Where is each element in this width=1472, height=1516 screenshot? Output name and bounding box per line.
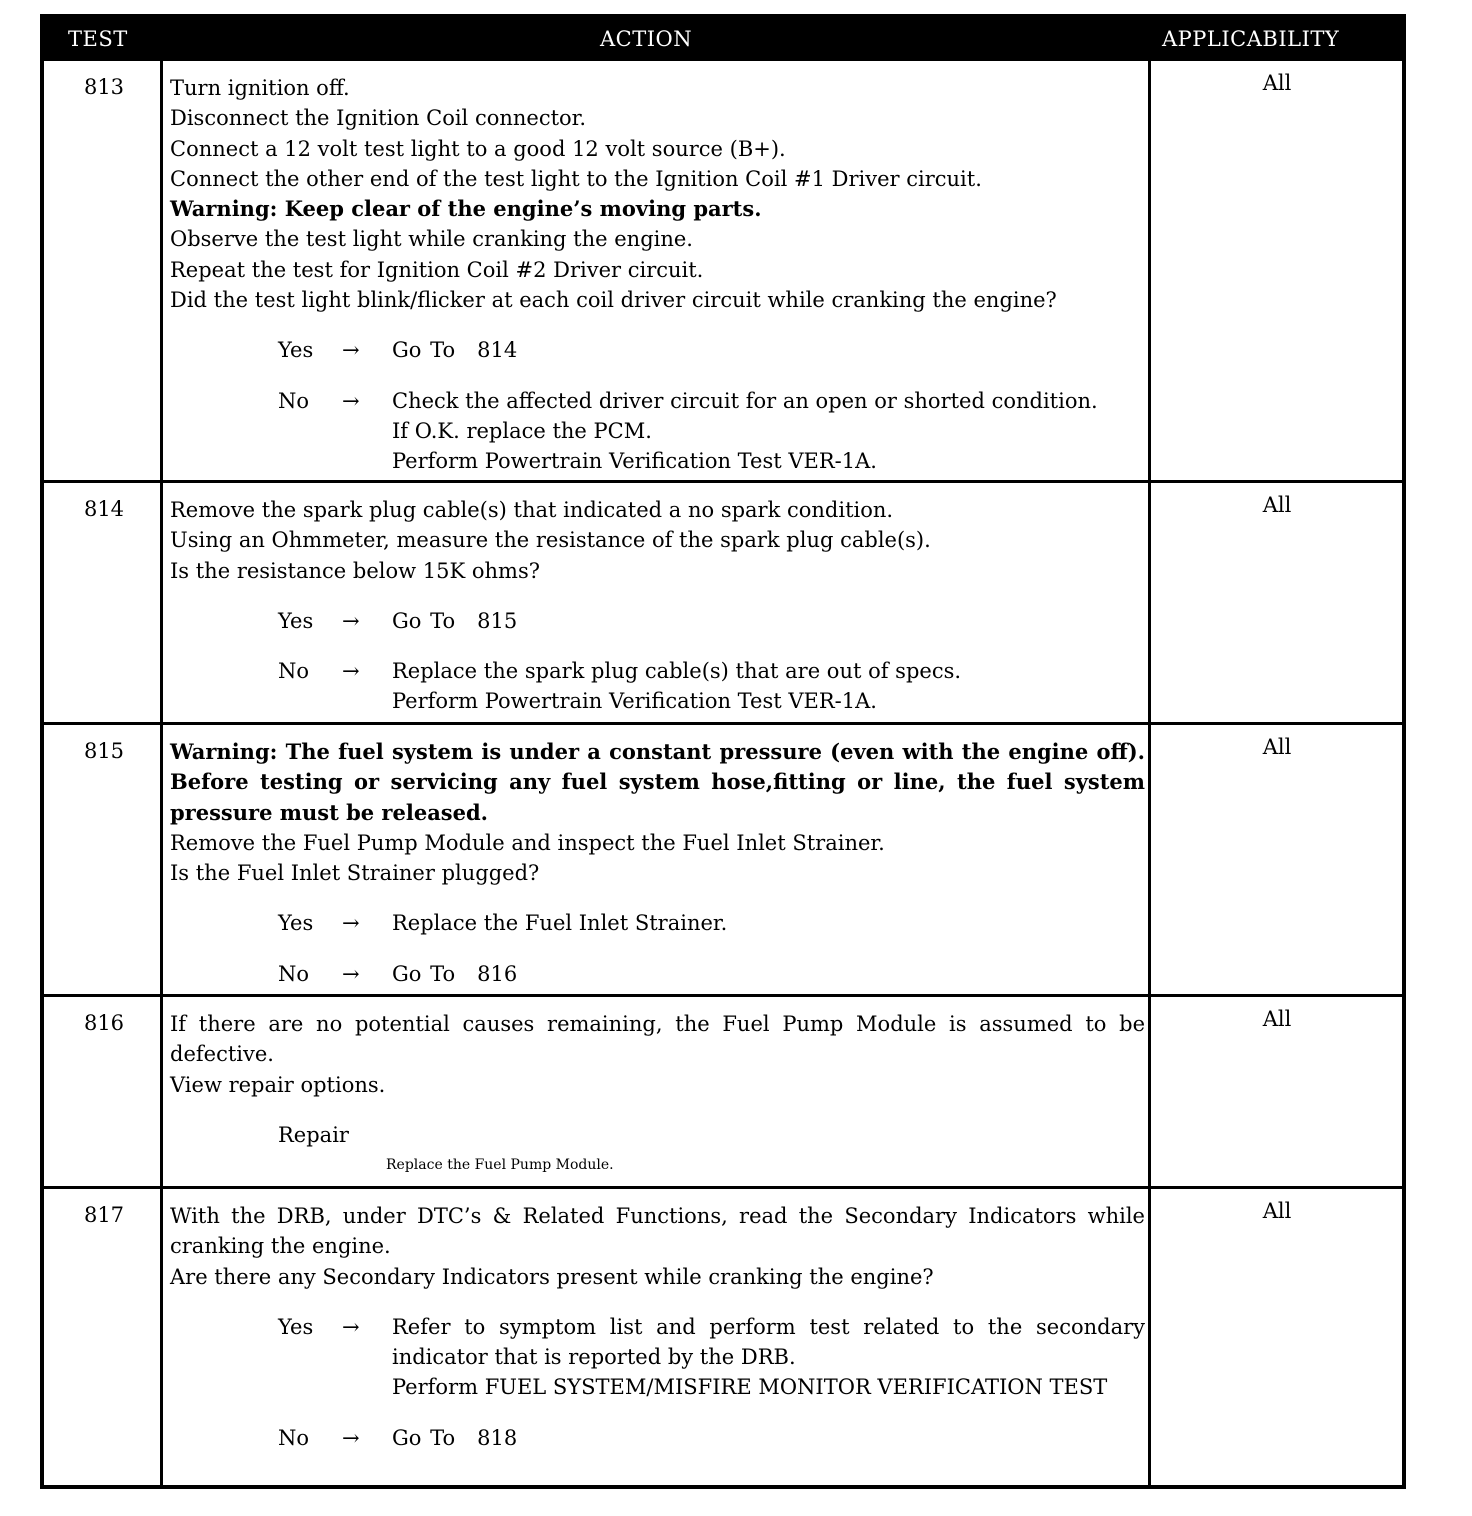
- action-line: Using an Ohmmeter, measure the resistance of the spark plug cable(s).: [170, 528, 931, 553]
- table-row: [44, 58, 1402, 480]
- goto-text: Go To: [392, 608, 456, 633]
- no-result: [392, 1423, 1145, 1453]
- header-applicability: APPLICABILITY: [1162, 27, 1340, 51]
- header-test: TEST: [68, 27, 128, 51]
- goto-text: Go To: [392, 961, 456, 986]
- test-number: 817: [83, 1203, 125, 1227]
- goto-target: 816: [477, 961, 518, 986]
- action-line: Disconnect the Ignition Coil connector.: [170, 106, 587, 131]
- action-paragraph: With the DRB, under DTC’s & Related Functions, read the Secondary Indicators while cranking the engine.: [170, 1204, 1145, 1259]
- no-result: [392, 656, 1145, 717]
- goto-target: 814: [477, 338, 518, 363]
- result-line: Replace the spark plug cable(s) that are out of specs.: [392, 659, 962, 684]
- yes-label: Yes: [278, 608, 314, 633]
- no-result: [392, 386, 1145, 477]
- arrow-right-icon: →: [342, 659, 360, 684]
- table-row: [44, 994, 1402, 1186]
- yes-option: [170, 606, 1145, 636]
- action-line: Observe the test light while cranking the engine.: [170, 227, 693, 252]
- arrow-right-icon: →: [342, 338, 360, 363]
- yes-label: Yes: [278, 911, 314, 936]
- action-cell: [170, 73, 1145, 477]
- yes-option: [170, 335, 1145, 365]
- question-line: Are there any Secondary Indicators present while cranking the engine?: [170, 1264, 934, 1289]
- result-line: Perform Powertrain Verification Test VER-1A.: [392, 689, 877, 714]
- result-line: If O.K. replace the PCM.: [392, 418, 652, 443]
- diagnostic-table: [40, 14, 1406, 1489]
- warning-line: Warning: Keep clear of the engine’s moving parts.: [170, 196, 762, 222]
- action-line: Turn ignition off.: [170, 76, 350, 100]
- goto-text: Go To: [392, 338, 456, 363]
- action-line: Remove the spark plug cable(s) that indicated a no spark condition.: [170, 498, 894, 522]
- no-option: [170, 1423, 1145, 1453]
- result-paragraph: Perform FUEL SYSTEM/MISFIRE MONITOR VERIFICATION TEST: [392, 1375, 1108, 1400]
- warning-paragraph: Warning: The fuel system is under a constant pressure (even with the engine off). Before testing or servicing any fuel system hose,fitting or line, the fuel system pressure must be released.: [170, 739, 1145, 825]
- action-line: Repeat the test for Ignition Coil #2 Driver circuit.: [170, 257, 704, 282]
- yes-option: [170, 1312, 1145, 1403]
- goto-target: 815: [477, 608, 518, 633]
- no-label: No: [278, 1425, 310, 1450]
- question-line: Is the resistance below 15K ohms?: [170, 558, 540, 583]
- no-label: No: [278, 659, 310, 684]
- table-row: [44, 480, 1402, 722]
- applicability-value: All: [1262, 1007, 1292, 1031]
- yes-result: [392, 908, 1145, 938]
- test-number: 816: [83, 1011, 125, 1035]
- question-line: Did the test light blink/flicker at each coil driver circuit while cranking the engine?: [170, 288, 1057, 313]
- action-line: Connect the other end of the test light to the Ignition Coil #1 Driver circuit.: [170, 166, 982, 191]
- repair-option: [170, 1120, 1145, 1181]
- result-line: Replace the Fuel Pump Module.: [386, 1157, 614, 1174]
- arrow-right-icon: →: [342, 608, 360, 633]
- no-option: [170, 386, 1145, 477]
- arrow-right-icon: →: [342, 911, 360, 936]
- yes-result: [392, 606, 1145, 636]
- applicability-value: All: [1262, 493, 1292, 517]
- result-line: Replace the Fuel Inlet Strainer.: [392, 911, 728, 936]
- table-row: [44, 722, 1402, 994]
- arrow-right-icon: →: [342, 961, 360, 986]
- applicability-value: All: [1262, 735, 1292, 759]
- action-cell: [170, 1009, 1145, 1180]
- arrow-right-icon: →: [342, 1314, 360, 1339]
- action-line: View repair options.: [170, 1072, 386, 1097]
- action-line: Connect a 12 volt test light to a good 12 volt source (B+).: [170, 136, 786, 161]
- question-line: Is the Fuel Inlet Strainer plugged?: [170, 861, 540, 886]
- applicability-value: All: [1262, 1199, 1292, 1223]
- arrow-right-icon: →: [342, 1425, 360, 1450]
- action-cell: [170, 1201, 1145, 1453]
- applicability-value: All: [1262, 71, 1292, 95]
- goto-target: 818: [477, 1425, 518, 1450]
- no-option: [170, 959, 1145, 989]
- arrow-right-icon: →: [342, 388, 360, 413]
- repair-result: [386, 1150, 1145, 1180]
- yes-label: Yes: [278, 1314, 314, 1339]
- action-line: Remove the Fuel Pump Module and inspect the Fuel Inlet Strainer.: [170, 830, 885, 855]
- test-number: 815: [83, 739, 125, 763]
- action-cell: [170, 495, 1145, 717]
- no-option: [170, 656, 1145, 717]
- repair-label: Repair: [278, 1122, 349, 1147]
- test-number: 814: [83, 497, 125, 521]
- goto-text: Go To: [392, 1425, 456, 1450]
- yes-result: [392, 335, 1145, 365]
- yes-option: [170, 908, 1145, 938]
- header-action: ACTION: [600, 27, 693, 51]
- no-label: No: [278, 388, 310, 413]
- result-paragraph: Refer to symptom list and perform test related to the secondary indicator that is reported by the DRB.: [392, 1314, 1145, 1370]
- yes-result: [392, 1312, 1145, 1403]
- table-header: [44, 18, 1402, 58]
- result-line: Perform Powertrain Verification Test VER-1A.: [392, 449, 877, 474]
- table-row: [44, 1186, 1402, 1485]
- action-paragraph: If there are no potential causes remaining, the Fuel Pump Module is assumed to be defective.: [170, 1012, 1145, 1067]
- action-cell: [170, 737, 1145, 989]
- result-line: Check the affected driver circuit for an open or shorted condition.: [392, 388, 1098, 413]
- no-label: No: [278, 961, 310, 986]
- test-number: 813: [83, 75, 125, 99]
- yes-label: Yes: [278, 338, 314, 363]
- no-result: [392, 959, 1145, 989]
